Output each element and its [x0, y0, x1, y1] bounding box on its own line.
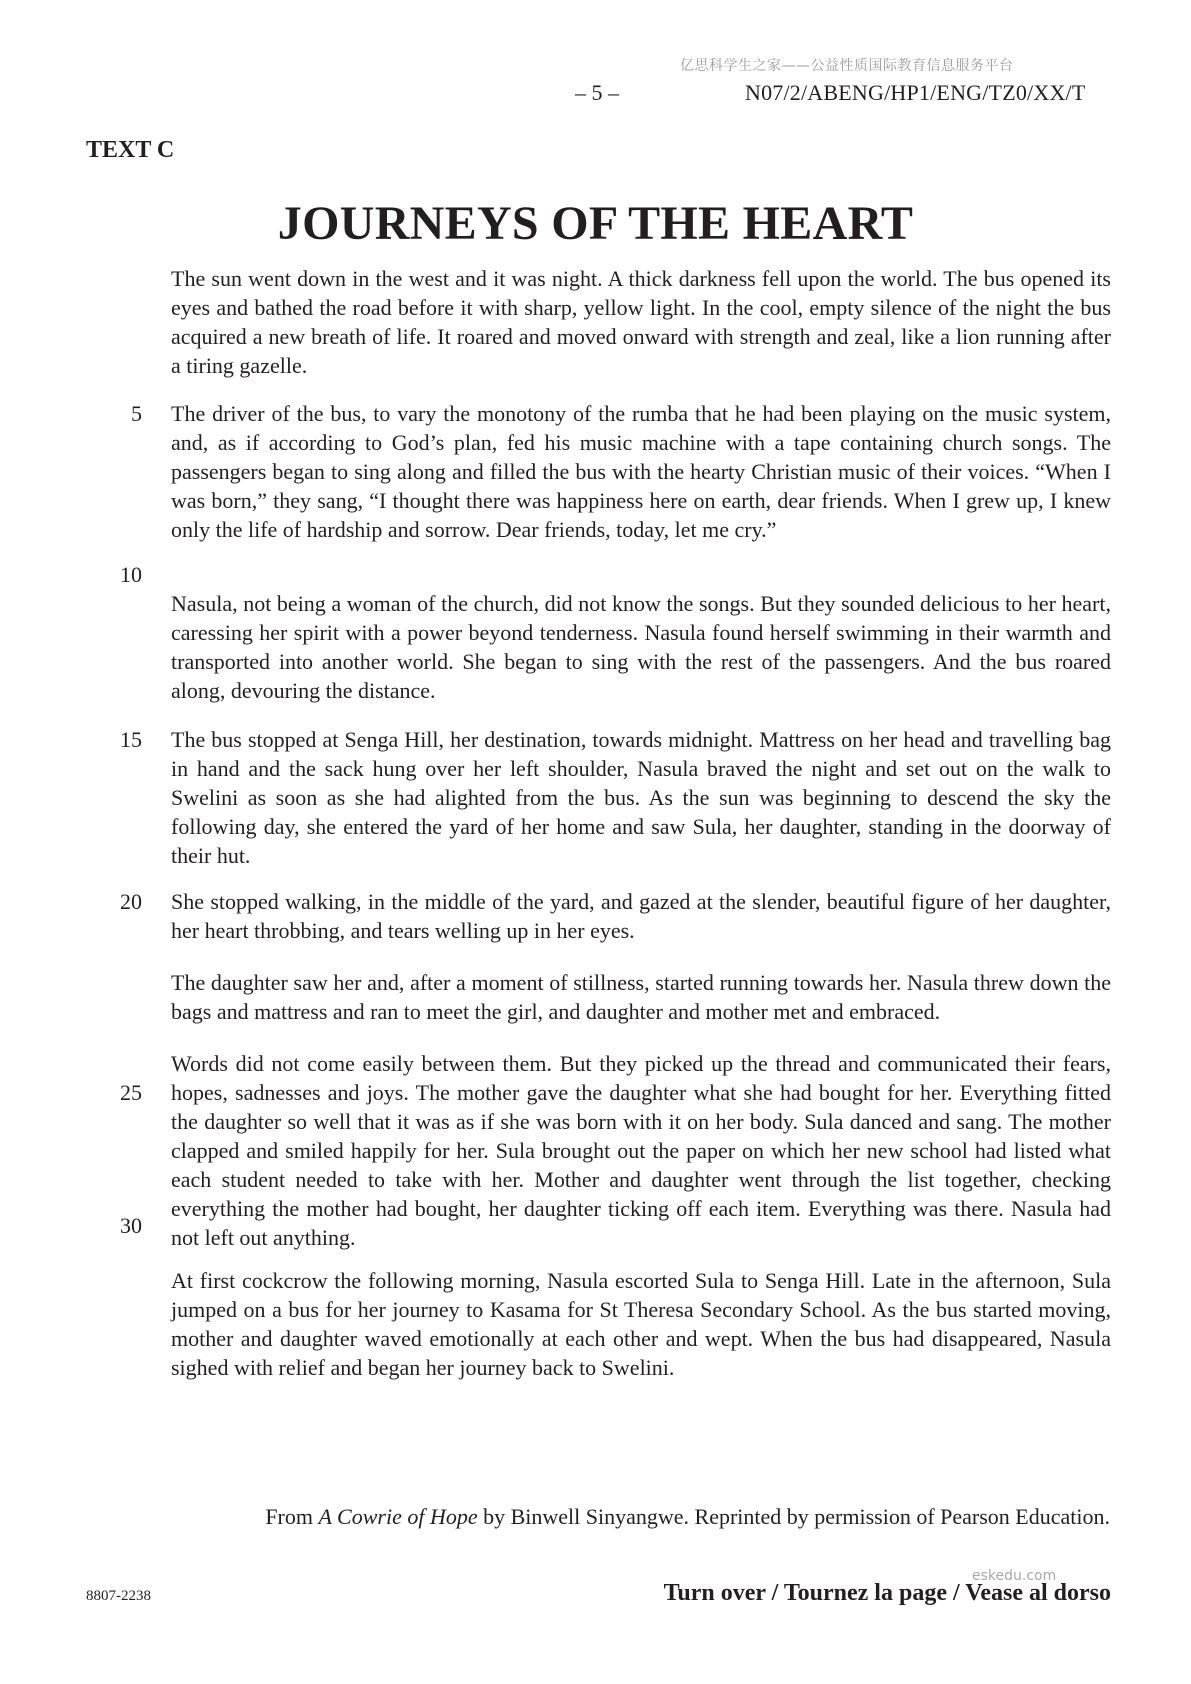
paragraph-2: The driver of the bus, to vary the monotony of the rumba that he had been playing on the music system, and, as if according to God’s plan, fed his music machine with a tape containing church songs. The passengers began to sing along and filled the bus with the hearty Christian music of their voices. “When I was born,” they sang, “I thought there was happiness here on earth, dear friends. When I grew up, I knew only the life of hardship and sorrow. Dear friends, today, let me cry.”	[171, 401, 1111, 542]
page-title: JOURNEYS OF THE HEART	[277, 197, 914, 250]
line-number: 10	[120, 562, 142, 587]
citation	[0, 1504, 1110, 1530]
paragraph-4: The bus stopped at Senga Hill, her destination, towards midnight. Mattress on her head and travelling bag in hand and the sack hung over her left shoulder, Nasula braved the night and set out on the walk to Swelini as soon as she had alighted from the bus. As the sun was beginning to descend the sky the following day, she entered the yard of her home and saw Sula, her daughter, standing in the doorway of their hut.	[171, 727, 1111, 868]
citation-book-title: A Cowrie of Hope	[318, 1504, 478, 1529]
paragraph-8: At first cockcrow the following morning, Nasula escorted Sula to Senga Hill. Late in the afternoon, Sula jumped on a bus for her journey to Kasama for St Theresa Secondary School. As the bus started moving, mother and daughter waved emotionally at each other and wept. When the bus had disappeared, Nasula sighed with relief and began her journey back to Swelini.	[171, 1268, 1111, 1380]
line-number: 20	[120, 889, 142, 914]
paragraph-5: She stopped walking, in the middle of the yard, and gazed at the slender, beautiful figure of her daughter, her heart throbbing, and tears welling up in her eyes.	[171, 889, 1111, 943]
paragraph-6: The daughter saw her and, after a moment of stillness, started running towards her. Nasula threw down the bags and mattress and ran to meet the girl, and daughter and mother met and embraced.	[171, 970, 1111, 1024]
section-label: TEXT C	[86, 137, 175, 163]
exam-code: N07/2/ABENG/HP1/ENG/TZ0/XX/T	[745, 80, 1086, 105]
line-number: 15	[120, 727, 142, 752]
header-watermark: 亿思科学生之家——公益性质国际教育信息服务平台	[680, 58, 1014, 74]
citation-prefix: From	[265, 1504, 313, 1529]
paragraph-1: The sun went down in the west and it was night. A thick darkness fell upon the world. The bus opened its eyes and bathed the road before it with sharp, yellow light. In the cool, empty silence of the night the bus acquired a new breath of life. It roared and moved onward with strength and zeal, like a lion running after a tiring gazelle.	[171, 266, 1111, 378]
turn-over-label: Turn over / Tournez la page / Vease al dorso	[663, 1580, 1111, 1606]
footer-code: 8807-2238	[86, 1588, 151, 1604]
paragraph-7: Words did not come easily between them. But they picked up the thread and communicated their fears, hopes, sadnesses and joys. The mother gave the daughter what she had bought for her. Everything fitted the daughter so well that it was as if she was born with it on her body. Sula danced and sang. The mother clapped and smiled happily for her. Sula brought out the paper on which her new school had listed what each student needed to take with her. Mother and daughter went through the list together, checking everything the mother had bought, her daughter ticking off each item. Everything was there. Nasula had not left out anything.	[171, 1051, 1111, 1250]
line-number: 25	[120, 1080, 142, 1105]
footer-watermark: eskedu.com	[972, 1568, 1057, 1584]
line-number: 5	[131, 401, 142, 426]
citation-suffix: by Binwell Sinyangwe. Reprinted by permission of Pearson Education.	[483, 1504, 1110, 1529]
page-number: – 5 –	[575, 80, 619, 105]
paragraph-3: Nasula, not being a woman of the church, did not know the songs. But they sounded delicious to her heart, caressing her spirit with a power beyond tenderness. Nasula found herself swimming in their warmth and transported into another world. She began to sing with the rest of the passengers. And the bus roared along, devouring the distance.	[171, 591, 1111, 703]
line-number: 30	[120, 1213, 142, 1238]
